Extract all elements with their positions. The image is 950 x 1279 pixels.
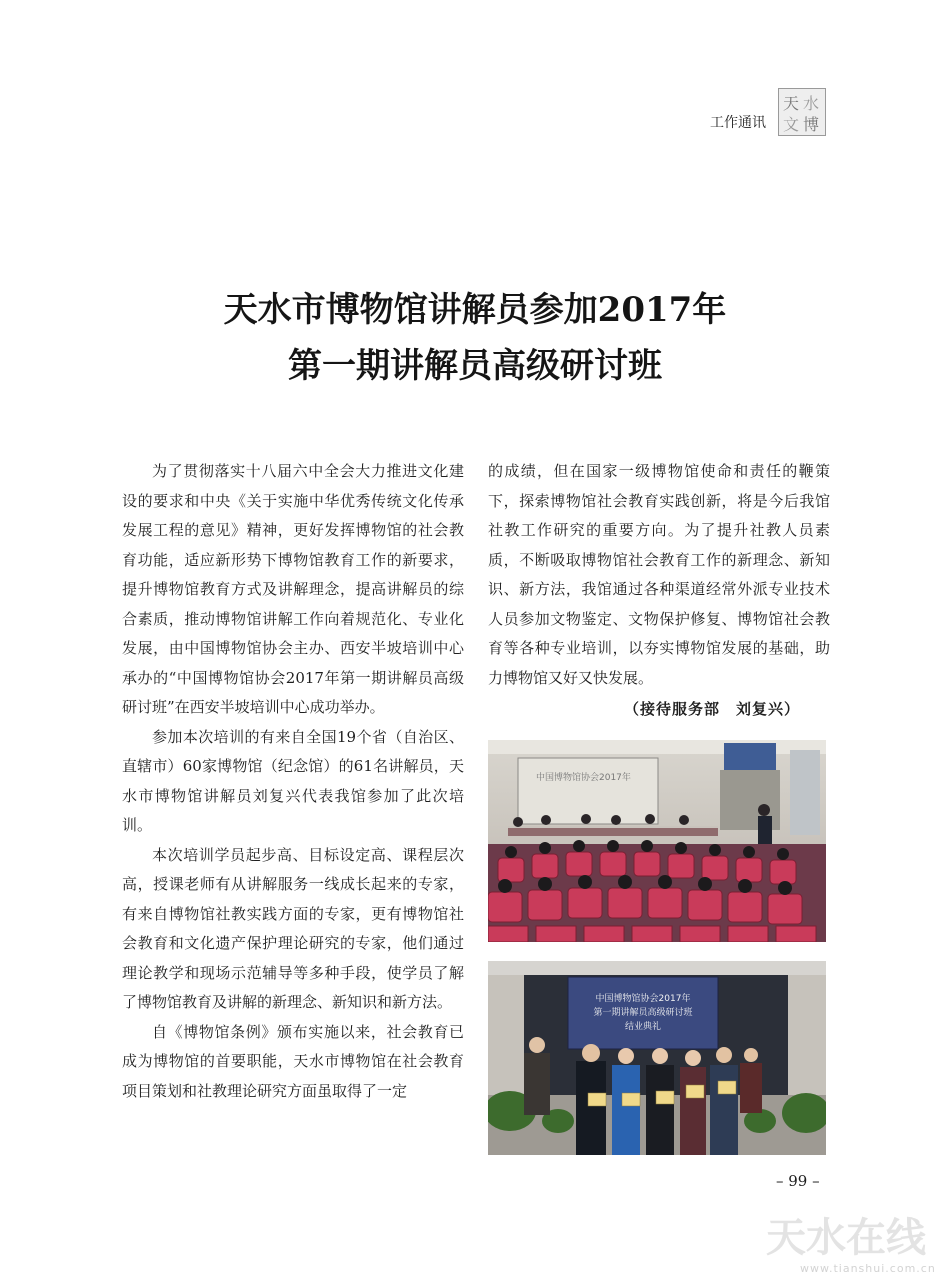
paragraph-4: 自《博物馆条例》颁布实施以来，社会教育已成为博物馆的首要职能，天水市博物馆在社会教育项目策划和社教理论研究方面虽取得了一定 [122, 1022, 464, 1100]
watermark-text: 天水在线 [766, 1215, 926, 1261]
paragraph-2: 参加本次培训的有来自全国19个省（自治区、直辖市）60家博物馆（纪念馆）的61名讲解员，天水市博物馆讲解员刘复兴代表我馆参加了此次培训。 [122, 727, 464, 834]
photo1-screen-text: 中国博物馆协会2017年 [536, 773, 631, 783]
article-body-left-column [122, 457, 464, 1106]
graduation-ceremony-photo [488, 961, 826, 1155]
paragraph-3: 本次培训学员起步高、目标设定高、课程层次高，授课老师有从讲解服务一线成长起来的专家，有来自博物馆社教实践方面的专家，更有博物馆社会教育和文化遗产保护理论研究的专家，他们通过理论教学和现场示范辅导等多种手段，使学员了解了博物馆教育及讲解的新理念、新知识和新方法。 [122, 845, 464, 1011]
seminar-hall-photo [488, 740, 826, 942]
article-title [0, 282, 950, 394]
title-line-1: 天水市博物馆讲解员参加2017年 [223, 290, 727, 330]
photo2-screen-line-3: 结业典礼 [624, 1022, 662, 1032]
watermark-url: www.tianshui.com.cn [800, 1262, 936, 1275]
tianshui-wenbo-logo [778, 88, 826, 136]
paragraph-1: 为了贯彻落实十八届六中全会大力推进文化建设的要求和中央《关于实施中华优秀传统文化传承发展工程的意见》精神，更好发挥博物馆的社会教育功能，适应新形势下博物馆教育工作的新要求，提升博物馆教育方式及讲解理念，提高讲解员的综合素质，推动博物馆讲解工作向着规范化、专业化发展，由中国博物馆协会主办、西安半坡培训中心承办的“中国博物馆协会2017年第一期讲解员高级研讨班”在西安半坡培训中心成功举办。 [122, 462, 464, 716]
svg-text:天: 天 [783, 94, 800, 113]
section-label: 工作通讯 [710, 115, 766, 131]
svg-text:博: 博 [803, 115, 820, 134]
svg-text:文: 文 [783, 115, 800, 134]
svg-text:水: 水 [803, 94, 820, 113]
page-number: – 99 – [776, 1172, 820, 1190]
photo2-screen-line-1: 中国博物馆协会2017年 [595, 994, 691, 1004]
title-line-2: 第一期讲解员高级研讨班 [288, 346, 662, 386]
photo2-screen-line-2: 第一期讲解员高级研讨班 [593, 1008, 693, 1018]
author-byline: （接待服务部 刘复兴） [623, 700, 800, 718]
article-body-right-column [488, 457, 830, 725]
paragraph-4-continued: 的成绩，但在国家一级博物馆使命和责任的鞭策下，探索博物馆社会教育实践创新，将是今后我馆社教工作研究的重要方向。为了提升社教人员素质，不断吸取博物馆社会教育工作的新理念、新知识、新方法，我馆通过各种渠道经常外派专业技术人员参加文物鉴定、文物保护修复、博物馆社会教育等各种专业培训，以夯实博物馆发展的基础，助力博物馆又好又快发展。 [488, 462, 830, 687]
